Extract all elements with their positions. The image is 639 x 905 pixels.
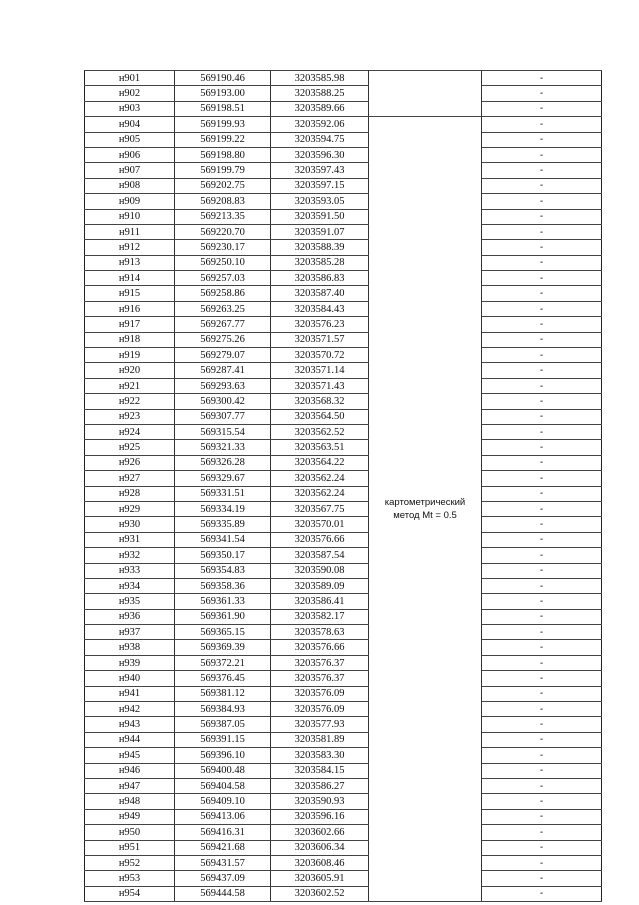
point-number: н925 bbox=[85, 440, 175, 455]
point-number: н945 bbox=[85, 748, 175, 763]
coordinate-y: 3203570.01 bbox=[271, 517, 369, 532]
accuracy-dash: - bbox=[482, 378, 602, 393]
table-row bbox=[85, 594, 602, 609]
coordinate-x: 569409.10 bbox=[175, 794, 271, 809]
accuracy-dash: - bbox=[482, 348, 602, 363]
coordinate-x: 569190.46 bbox=[175, 71, 271, 86]
coordinate-y: 3203608.46 bbox=[271, 855, 369, 870]
table-row bbox=[85, 778, 602, 793]
coordinate-y: 3203576.09 bbox=[271, 702, 369, 717]
accuracy-dash: - bbox=[482, 424, 602, 439]
accuracy-dash: - bbox=[482, 286, 602, 301]
table-row bbox=[85, 286, 602, 301]
table-row bbox=[85, 548, 602, 563]
table-row bbox=[85, 224, 602, 239]
coordinates-sheet bbox=[84, 70, 602, 902]
method-name: картометрический bbox=[384, 497, 466, 509]
table-row bbox=[85, 686, 602, 701]
coordinate-y: 3203582.17 bbox=[271, 609, 369, 624]
point-number: н940 bbox=[85, 671, 175, 686]
table-row bbox=[85, 732, 602, 747]
method-cell-empty bbox=[369, 86, 482, 101]
table-row bbox=[85, 471, 602, 486]
coordinate-x: 569350.17 bbox=[175, 548, 271, 563]
accuracy-dash: - bbox=[482, 640, 602, 655]
accuracy-dash: - bbox=[482, 501, 602, 516]
table-row bbox=[85, 455, 602, 470]
coordinate-y: 3203568.32 bbox=[271, 394, 369, 409]
accuracy-dash: - bbox=[482, 855, 602, 870]
coordinate-x: 569400.48 bbox=[175, 763, 271, 778]
coordinate-y: 3203583.30 bbox=[271, 748, 369, 763]
point-number: н942 bbox=[85, 702, 175, 717]
point-number: н919 bbox=[85, 348, 175, 363]
coordinate-y: 3203586.83 bbox=[271, 271, 369, 286]
accuracy-dash: - bbox=[482, 471, 602, 486]
point-number: н915 bbox=[85, 286, 175, 301]
table-row bbox=[85, 101, 602, 116]
coordinate-y: 3203571.43 bbox=[271, 378, 369, 393]
point-number: н929 bbox=[85, 501, 175, 516]
accuracy-dash: - bbox=[482, 686, 602, 701]
coordinate-x: 569321.33 bbox=[175, 440, 271, 455]
coordinate-x: 569365.15 bbox=[175, 625, 271, 640]
table-row bbox=[85, 517, 602, 532]
accuracy-dash: - bbox=[482, 594, 602, 609]
coordinate-x: 569431.57 bbox=[175, 855, 271, 870]
coordinate-x: 569300.42 bbox=[175, 394, 271, 409]
coordinate-y: 3203576.66 bbox=[271, 640, 369, 655]
table-row bbox=[85, 702, 602, 717]
table-row bbox=[85, 147, 602, 162]
accuracy-dash: - bbox=[482, 702, 602, 717]
coordinate-y: 3203577.93 bbox=[271, 717, 369, 732]
accuracy-dash: - bbox=[482, 778, 602, 793]
point-number: н902 bbox=[85, 86, 175, 101]
accuracy-dash: - bbox=[482, 163, 602, 178]
coordinate-y: 3203588.25 bbox=[271, 86, 369, 101]
accuracy-dash: - bbox=[482, 147, 602, 162]
coordinate-y: 3203591.50 bbox=[271, 209, 369, 224]
point-number: н905 bbox=[85, 132, 175, 147]
accuracy-dash: - bbox=[482, 655, 602, 670]
point-number: н922 bbox=[85, 394, 175, 409]
coordinate-y: 3203588.39 bbox=[271, 240, 369, 255]
point-number: н928 bbox=[85, 486, 175, 501]
coordinate-x: 569372.21 bbox=[175, 655, 271, 670]
accuracy-dash: - bbox=[482, 625, 602, 640]
coordinate-x: 569361.33 bbox=[175, 594, 271, 609]
accuracy-dash: - bbox=[482, 224, 602, 239]
table-row bbox=[85, 640, 602, 655]
accuracy-dash: - bbox=[482, 301, 602, 316]
coordinate-y: 3203602.66 bbox=[271, 825, 369, 840]
coordinate-x: 569199.79 bbox=[175, 163, 271, 178]
accuracy-dash: - bbox=[482, 794, 602, 809]
coordinate-y: 3203567.75 bbox=[271, 501, 369, 516]
table-row bbox=[85, 194, 602, 209]
accuracy-dash: - bbox=[482, 748, 602, 763]
point-number: н906 bbox=[85, 147, 175, 162]
coordinate-y: 3203587.40 bbox=[271, 286, 369, 301]
coordinate-x: 569208.83 bbox=[175, 194, 271, 209]
coordinate-y: 3203602.52 bbox=[271, 886, 369, 901]
accuracy-dash: - bbox=[482, 194, 602, 209]
point-number: н934 bbox=[85, 578, 175, 593]
point-number: н921 bbox=[85, 378, 175, 393]
coordinate-y: 3203586.41 bbox=[271, 594, 369, 609]
point-number: н918 bbox=[85, 332, 175, 347]
point-number: н916 bbox=[85, 301, 175, 316]
accuracy-dash: - bbox=[482, 101, 602, 116]
coordinate-x: 569326.28 bbox=[175, 455, 271, 470]
table-row bbox=[85, 178, 602, 193]
point-number: н926 bbox=[85, 455, 175, 470]
point-number: н907 bbox=[85, 163, 175, 178]
coordinate-x: 569404.58 bbox=[175, 778, 271, 793]
coordinate-y: 3203562.24 bbox=[271, 486, 369, 501]
coordinate-y: 3203586.27 bbox=[271, 778, 369, 793]
point-number: н946 bbox=[85, 763, 175, 778]
accuracy-dash: - bbox=[482, 763, 602, 778]
coordinate-x: 569250.10 bbox=[175, 255, 271, 270]
point-number: н924 bbox=[85, 424, 175, 439]
accuracy-dash: - bbox=[482, 178, 602, 193]
table-row bbox=[85, 886, 602, 901]
table-row bbox=[85, 424, 602, 439]
coordinate-y: 3203606.34 bbox=[271, 840, 369, 855]
point-number: н913 bbox=[85, 255, 175, 270]
accuracy-dash: - bbox=[482, 209, 602, 224]
coordinate-x: 569213.35 bbox=[175, 209, 271, 224]
accuracy-dash: - bbox=[482, 532, 602, 547]
coordinate-x: 569263.25 bbox=[175, 301, 271, 316]
point-number: н939 bbox=[85, 655, 175, 670]
coordinate-x: 569258.86 bbox=[175, 286, 271, 301]
coordinate-y: 3203596.30 bbox=[271, 147, 369, 162]
coordinate-y: 3203571.14 bbox=[271, 363, 369, 378]
point-number: н950 bbox=[85, 825, 175, 840]
coordinate-x: 569275.26 bbox=[175, 332, 271, 347]
accuracy-dash: - bbox=[482, 409, 602, 424]
accuracy-dash: - bbox=[482, 317, 602, 332]
coordinate-x: 569287.41 bbox=[175, 363, 271, 378]
table-row bbox=[85, 840, 602, 855]
point-number: н947 bbox=[85, 778, 175, 793]
table-row bbox=[85, 163, 602, 178]
coordinate-y: 3203597.43 bbox=[271, 163, 369, 178]
point-number: н937 bbox=[85, 625, 175, 640]
accuracy-dash: - bbox=[482, 271, 602, 286]
coordinate-x: 569193.00 bbox=[175, 86, 271, 101]
coordinate-y: 3203589.66 bbox=[271, 101, 369, 116]
coordinate-x: 569267.77 bbox=[175, 317, 271, 332]
accuracy-dash: - bbox=[482, 825, 602, 840]
accuracy-dash: - bbox=[482, 440, 602, 455]
point-number: н944 bbox=[85, 732, 175, 747]
coordinate-y: 3203562.24 bbox=[271, 471, 369, 486]
point-number: н951 bbox=[85, 840, 175, 855]
table-row bbox=[85, 809, 602, 824]
point-number: н901 bbox=[85, 71, 175, 86]
point-number: н935 bbox=[85, 594, 175, 609]
point-number: н943 bbox=[85, 717, 175, 732]
accuracy-dash: - bbox=[482, 671, 602, 686]
coordinate-y: 3203585.98 bbox=[271, 71, 369, 86]
coordinate-y: 3203562.52 bbox=[271, 424, 369, 439]
accuracy-dash: - bbox=[482, 486, 602, 501]
table-row bbox=[85, 871, 602, 886]
accuracy-dash: - bbox=[482, 717, 602, 732]
coordinate-x: 569293.63 bbox=[175, 378, 271, 393]
table-row bbox=[85, 86, 602, 101]
coordinate-y: 3203576.23 bbox=[271, 317, 369, 332]
accuracy-dash: - bbox=[482, 517, 602, 532]
coordinate-x: 569230.17 bbox=[175, 240, 271, 255]
table-row bbox=[85, 301, 602, 316]
coordinate-y: 3203590.93 bbox=[271, 794, 369, 809]
coordinate-y: 3203587.54 bbox=[271, 548, 369, 563]
table-row bbox=[85, 855, 602, 870]
accuracy-dash: - bbox=[482, 563, 602, 578]
point-number: н910 bbox=[85, 209, 175, 224]
coordinate-x: 569335.89 bbox=[175, 517, 271, 532]
coordinate-x: 569396.10 bbox=[175, 748, 271, 763]
table-row bbox=[85, 348, 602, 363]
point-number: н931 bbox=[85, 532, 175, 547]
table-row bbox=[85, 394, 602, 409]
table-row bbox=[85, 363, 602, 378]
point-number: н949 bbox=[85, 809, 175, 824]
table-row bbox=[85, 378, 602, 393]
coordinate-x: 569413.06 bbox=[175, 809, 271, 824]
method-cell-empty bbox=[369, 101, 482, 116]
table-row bbox=[85, 794, 602, 809]
point-number: н933 bbox=[85, 563, 175, 578]
table-row bbox=[85, 71, 602, 86]
table-row bbox=[85, 717, 602, 732]
coordinate-x: 569421.68 bbox=[175, 840, 271, 855]
coordinate-x: 569416.31 bbox=[175, 825, 271, 840]
accuracy-dash: - bbox=[482, 578, 602, 593]
point-number: н912 bbox=[85, 240, 175, 255]
table-row bbox=[85, 625, 602, 640]
table-row bbox=[85, 609, 602, 624]
accuracy-dash: - bbox=[482, 871, 602, 886]
coordinate-x: 569444.58 bbox=[175, 886, 271, 901]
point-number: н948 bbox=[85, 794, 175, 809]
coordinate-x: 569437.09 bbox=[175, 871, 271, 886]
accuracy-dash: - bbox=[482, 840, 602, 855]
coordinate-y: 3203578.63 bbox=[271, 625, 369, 640]
accuracy-dash: - bbox=[482, 548, 602, 563]
coordinate-x: 569279.07 bbox=[175, 348, 271, 363]
table-row bbox=[85, 748, 602, 763]
coordinate-y: 3203584.15 bbox=[271, 763, 369, 778]
coordinate-y: 3203576.66 bbox=[271, 532, 369, 547]
table-row bbox=[85, 563, 602, 578]
coordinates-table-body bbox=[85, 71, 602, 902]
coordinate-y: 3203584.43 bbox=[271, 301, 369, 316]
coordinate-x: 569361.90 bbox=[175, 609, 271, 624]
accuracy-dash: - bbox=[482, 255, 602, 270]
coordinate-x: 569202.75 bbox=[175, 178, 271, 193]
accuracy-dash: - bbox=[482, 455, 602, 470]
coordinate-y: 3203592.06 bbox=[271, 117, 369, 132]
coordinate-x: 569381.12 bbox=[175, 686, 271, 701]
accuracy-dash: - bbox=[482, 609, 602, 624]
table-row bbox=[85, 332, 602, 347]
table-row bbox=[85, 409, 602, 424]
coordinate-y: 3203597.15 bbox=[271, 178, 369, 193]
coordinate-x: 569334.19 bbox=[175, 501, 271, 516]
table-row bbox=[85, 271, 602, 286]
coordinate-x: 569369.39 bbox=[175, 640, 271, 655]
coordinate-y: 3203571.57 bbox=[271, 332, 369, 347]
coordinate-x: 569315.54 bbox=[175, 424, 271, 439]
point-number: н920 bbox=[85, 363, 175, 378]
table-row bbox=[85, 240, 602, 255]
point-number: н917 bbox=[85, 317, 175, 332]
coordinate-y: 3203596.16 bbox=[271, 809, 369, 824]
table-row bbox=[85, 578, 602, 593]
point-number: н927 bbox=[85, 471, 175, 486]
coordinate-y: 3203590.08 bbox=[271, 563, 369, 578]
coordinate-y: 3203563.51 bbox=[271, 440, 369, 455]
accuracy-dash: - bbox=[482, 809, 602, 824]
coordinate-y: 3203593.05 bbox=[271, 194, 369, 209]
coordinate-x: 569257.03 bbox=[175, 271, 271, 286]
point-number: н941 bbox=[85, 686, 175, 701]
coordinate-y: 3203564.50 bbox=[271, 409, 369, 424]
point-number: н911 bbox=[85, 224, 175, 239]
coordinate-y: 3203576.37 bbox=[271, 671, 369, 686]
table-row bbox=[85, 440, 602, 455]
point-number: н938 bbox=[85, 640, 175, 655]
coordinate-y: 3203576.37 bbox=[271, 655, 369, 670]
coordinate-x: 569199.22 bbox=[175, 132, 271, 147]
coordinate-x: 569391.15 bbox=[175, 732, 271, 747]
table-row bbox=[85, 486, 602, 501]
accuracy-dash: - bbox=[482, 394, 602, 409]
coordinate-x: 569307.77 bbox=[175, 409, 271, 424]
accuracy-dash: - bbox=[482, 732, 602, 747]
point-number: н932 bbox=[85, 548, 175, 563]
table-row bbox=[85, 671, 602, 686]
table-row bbox=[85, 501, 602, 516]
accuracy-dash: - bbox=[482, 240, 602, 255]
coordinate-y: 3203594.75 bbox=[271, 132, 369, 147]
coordinate-y: 3203581.89 bbox=[271, 732, 369, 747]
coordinate-x: 569384.93 bbox=[175, 702, 271, 717]
point-number: н936 bbox=[85, 609, 175, 624]
point-number: н904 bbox=[85, 117, 175, 132]
accuracy-dash: - bbox=[482, 886, 602, 901]
point-number: н903 bbox=[85, 101, 175, 116]
table-row bbox=[85, 825, 602, 840]
accuracy-dash: - bbox=[482, 132, 602, 147]
table-row bbox=[85, 655, 602, 670]
point-number: н908 bbox=[85, 178, 175, 193]
table-row bbox=[85, 255, 602, 270]
coordinate-x: 569376.45 bbox=[175, 671, 271, 686]
coordinate-x: 569358.36 bbox=[175, 578, 271, 593]
coordinate-x: 569198.51 bbox=[175, 101, 271, 116]
coordinate-x: 569220.70 bbox=[175, 224, 271, 239]
point-number: н953 bbox=[85, 871, 175, 886]
coordinate-y: 3203589.09 bbox=[271, 578, 369, 593]
coordinate-x: 569331.51 bbox=[175, 486, 271, 501]
point-number: н909 bbox=[85, 194, 175, 209]
accuracy-dash: - bbox=[482, 332, 602, 347]
point-number: н954 bbox=[85, 886, 175, 901]
table-row bbox=[85, 532, 602, 547]
coordinate-y: 3203576.09 bbox=[271, 686, 369, 701]
point-number: н914 bbox=[85, 271, 175, 286]
coordinate-x: 569198.80 bbox=[175, 147, 271, 162]
coordinate-y: 3203591.07 bbox=[271, 224, 369, 239]
coordinates-table bbox=[84, 70, 602, 902]
coordinate-y: 3203570.72 bbox=[271, 348, 369, 363]
coordinate-y: 3203564.22 bbox=[271, 455, 369, 470]
table-row bbox=[85, 209, 602, 224]
coordinate-y: 3203585.28 bbox=[271, 255, 369, 270]
accuracy-dash: - bbox=[482, 86, 602, 101]
coordinate-x: 569329.67 bbox=[175, 471, 271, 486]
point-number: н923 bbox=[85, 409, 175, 424]
method-accuracy: метод Mt = 0.5 bbox=[393, 510, 457, 522]
method-cell-empty bbox=[369, 71, 482, 86]
coordinate-x: 569199.93 bbox=[175, 117, 271, 132]
table-row bbox=[85, 763, 602, 778]
table-row bbox=[85, 117, 602, 132]
coordinate-x: 569354.83 bbox=[175, 563, 271, 578]
coordinate-x: 569387.05 bbox=[175, 717, 271, 732]
accuracy-dash: - bbox=[482, 71, 602, 86]
point-number: н930 bbox=[85, 517, 175, 532]
accuracy-dash: - bbox=[482, 117, 602, 132]
coordinate-y: 3203605.91 bbox=[271, 871, 369, 886]
method-cell bbox=[369, 117, 482, 902]
point-number: н952 bbox=[85, 855, 175, 870]
table-row bbox=[85, 132, 602, 147]
coordinate-x: 569341.54 bbox=[175, 532, 271, 547]
table-row bbox=[85, 317, 602, 332]
accuracy-dash: - bbox=[482, 363, 602, 378]
